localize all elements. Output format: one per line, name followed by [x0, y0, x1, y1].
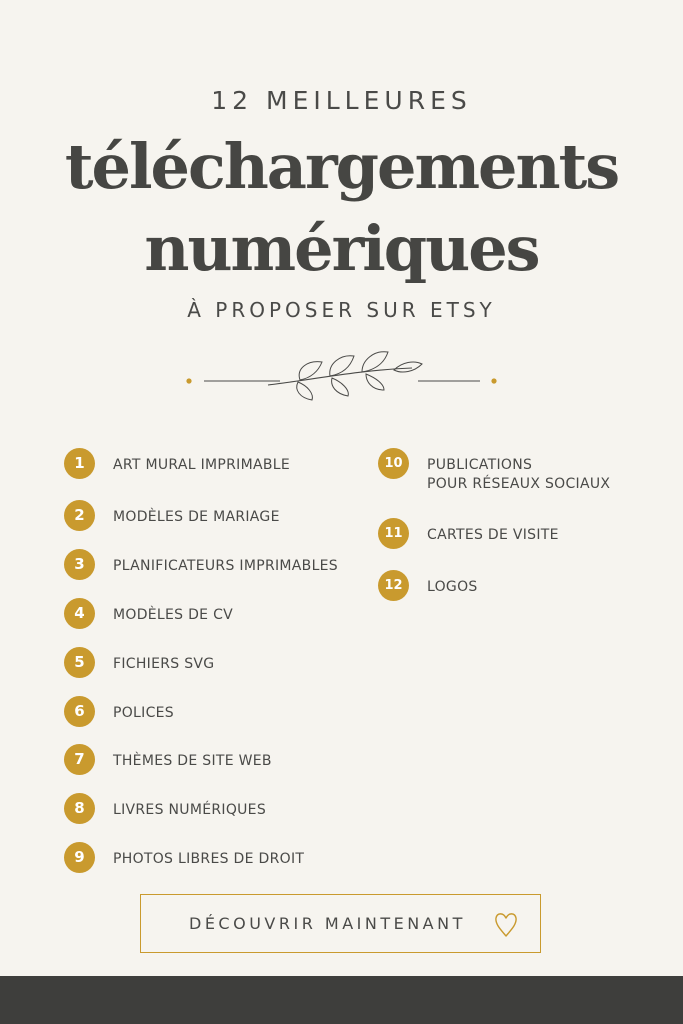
number-badge: 10: [378, 448, 409, 479]
list-item-label: LOGOS: [427, 579, 478, 595]
list-item-label: FICHIERS SVG: [113, 656, 215, 672]
number-badge: 2: [64, 500, 95, 531]
subtitle: À PROPOSER SUR ETSY: [187, 298, 496, 322]
list-item-label-line-1: PUBLICATIONS: [427, 457, 533, 473]
number-badge: 1: [64, 448, 95, 479]
number-badge: 8: [64, 793, 95, 824]
list-item-label-line-2: POUR RÉSEAUX SOCIAUX: [427, 476, 611, 492]
number-badge: 11: [378, 518, 409, 549]
discover-now-label: DÉCOUVRIR MAINTENANT: [189, 914, 466, 933]
number-badge: 9: [64, 842, 95, 873]
heart-icon: [493, 909, 519, 939]
discover-now-button[interactable]: [140, 894, 541, 953]
list-item-label: ART MURAL IMPRIMABLE: [113, 457, 291, 473]
list-item-label: PHOTOS LIBRES DE DROIT: [113, 851, 305, 867]
list-item-label: MODÈLES DE MARIAGE: [113, 509, 280, 525]
number-badge: 4: [64, 598, 95, 629]
list-item-label: LIVRES NUMÉRIQUES: [113, 802, 267, 818]
list-item-label: THÈMES DE SITE WEB: [113, 753, 272, 769]
footer-bar: [0, 976, 683, 1024]
page-title-line-2: numériques: [144, 212, 539, 285]
list-item-label: MODÈLES DE CV: [113, 607, 234, 623]
number-badge: 3: [64, 549, 95, 580]
list-item-label: CARTES DE VISITE: [427, 527, 559, 543]
leaf-branch-icon: [180, 340, 503, 410]
page-title-line-1: téléchargements: [64, 130, 619, 203]
list-item-label: POLICES: [113, 705, 174, 721]
number-badge: 5: [64, 647, 95, 678]
number-badge: 12: [378, 570, 409, 601]
list-item-label: PLANIFICATEURS IMPRIMABLES: [113, 558, 338, 574]
number-badge: 7: [64, 744, 95, 775]
number-badge: 6: [64, 696, 95, 727]
kicker-text: 12 MEILLEURES: [211, 86, 472, 115]
